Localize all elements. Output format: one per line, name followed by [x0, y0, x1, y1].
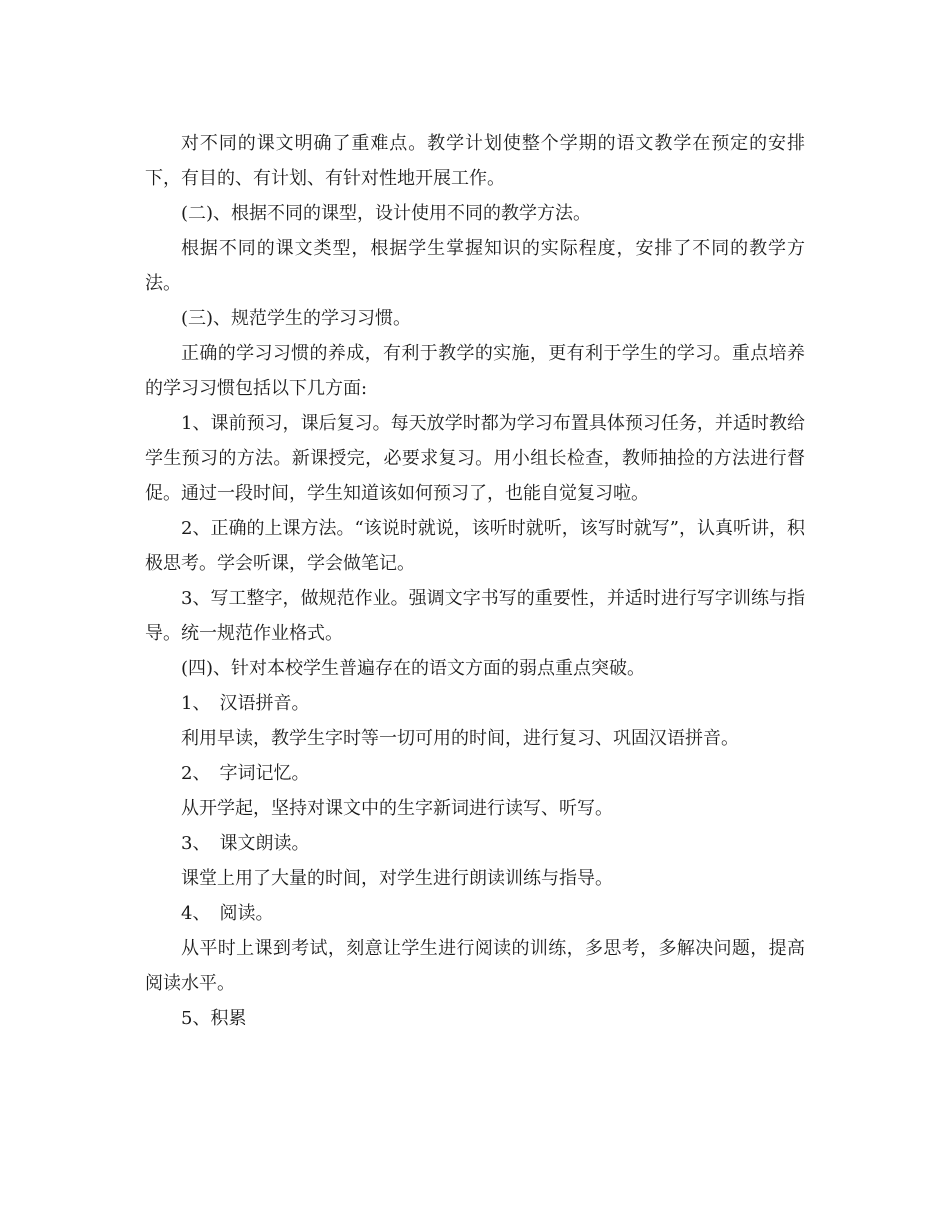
list-item: 1、 汉语拼音。 — [181, 693, 310, 714]
list-item: 5、积累 — [181, 1008, 247, 1029]
list-item: 2、正确的上课方法。“该说时就说，该听时就听，该写时就写”，认真听讲，积极思考。学会听课，学会做笔记。 — [145, 518, 805, 574]
list-item: 2、 字词记忆。 — [181, 763, 310, 784]
section-heading: (三)、规范学生的学习习惯。 — [181, 308, 412, 329]
list-item: 1、课前预习，课后复习。每天放学时都为学习布置具体预习任务，并适时教给学生预习的方法。新课授完，必要求复习。用小组长检查，教师抽捡的方法进行督促。通过一段时间，学生知道该如何预习了，也能自觉复习啦。 — [145, 413, 805, 504]
document-body — [145, 126, 805, 1036]
paragraph: 对不同的课文明确了重难点。教学计划使整个学期的语文教学在预定的安排下，有目的、有计划、有针对性地开展工作。 — [145, 133, 805, 189]
paragraph: 课堂上用了大量的时间，对学生进行朗读训练与指导。 — [181, 868, 613, 889]
paragraph: 利用早读，教学生字时等一切可用的时间，进行复习、巩固汉语拼音。 — [181, 728, 739, 749]
list-item: 4、 阅读。 — [181, 903, 274, 924]
list-item: 3、 课文朗读。 — [181, 833, 310, 854]
paragraph: 从开学起，坚持对课文中的生字新词进行读写、听写。 — [181, 798, 613, 819]
paragraph: 正确的学习习惯的养成，有利于教学的实施，更有利于学生的学习。重点培养的学习习惯包括以下几方面: — [145, 343, 805, 399]
section-heading: (二)、根据不同的课型，设计使用不同的教学方法。 — [181, 203, 592, 224]
paragraph: 从平时上课到考试，刻意让学生进行阅读的训练，多思考，多解决问题，提高阅读水平。 — [145, 938, 805, 994]
list-item: 3、写工整字，做规范作业。强调文字书写的重要性，并适时进行写字训练与指导。统一规范作业格式。 — [145, 588, 805, 644]
paragraph: 根据不同的课文类型，根据学生掌握知识的实际程度，安排了不同的教学方法。 — [145, 238, 805, 294]
section-heading: (四)、针对本校学生普遍存在的语文方面的弱点重点突破。 — [181, 658, 646, 679]
